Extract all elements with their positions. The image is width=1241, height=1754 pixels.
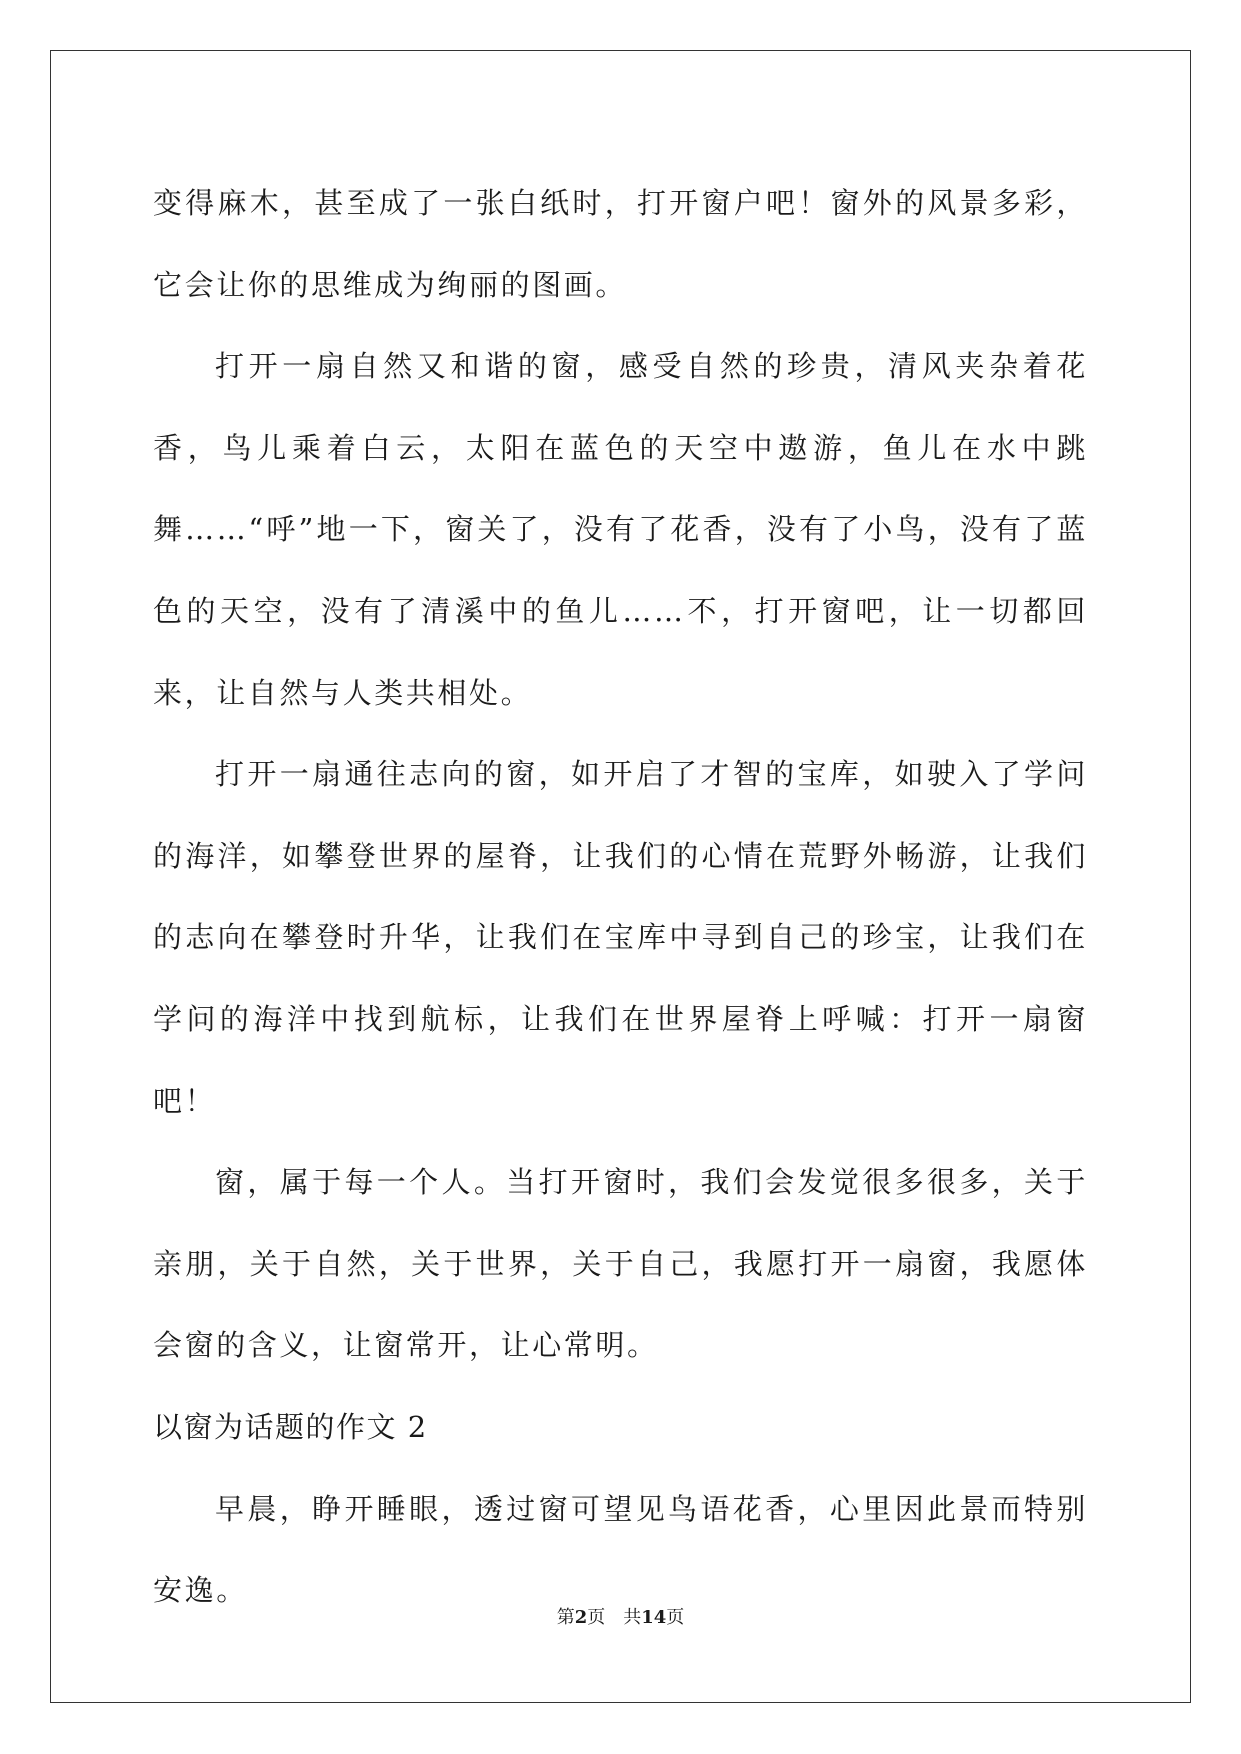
current-page-number: 2 [574, 1607, 588, 1628]
footer-total-prefix: 共 [623, 1607, 642, 1628]
page-footer [0, 1606, 1241, 1630]
paragraph: 打开一扇自然又和谐的窗，感受自然的珍贵，清风夹杂着花香，鸟儿乘着白云，太阳在蓝色的天空中遨游，鱼儿在水中跳舞……“呼”地一下，窗关了，没有了花香，没有了小鸟，没有了蓝色的天空，没有了清溪中的鱼儿……不，打开窗吧，让一切都回来，让自然与人类共相处。 [153, 349, 1088, 710]
total-page-count: 14 [641, 1607, 667, 1628]
document-body [153, 163, 1088, 1632]
paragraph: 变得麻木，甚至成了一张白纸时，打开窗户吧！窗外的风景多彩，它会让你的思维成为绚丽的图画。 [153, 186, 1088, 302]
footer-page-unit: 页 [587, 1607, 606, 1628]
footer-prefix: 第 [556, 1607, 575, 1628]
paragraph: 打开一扇通往志向的窗，如开启了才智的宝库，如驶入了学问的海洋，如攀登世界的屋脊，让我们的心情在荒野外畅游，让我们的志向在攀登时升华，让我们在宝库中寻到自己的珍宝，让我们在学问的海洋中找到航标，让我们在世界屋脊上呼喊：打开一扇窗吧！ [153, 757, 1088, 1118]
section-heading: 以窗为话题的作文 2 [153, 1409, 428, 1444]
footer-total-unit: 页 [666, 1607, 685, 1628]
paragraph: 早晨，睁开睡眼，透过窗可望见鸟语花香，心里因此景而特别安逸。 [153, 1491, 1088, 1608]
paragraph: 窗，属于每一个人。当打开窗时，我们会发觉很多很多，关于亲朋，关于自然，关于世界，关于自己，我愿打开一扇窗，我愿体会窗的含义，让窗常开，让心常明。 [153, 1165, 1088, 1363]
